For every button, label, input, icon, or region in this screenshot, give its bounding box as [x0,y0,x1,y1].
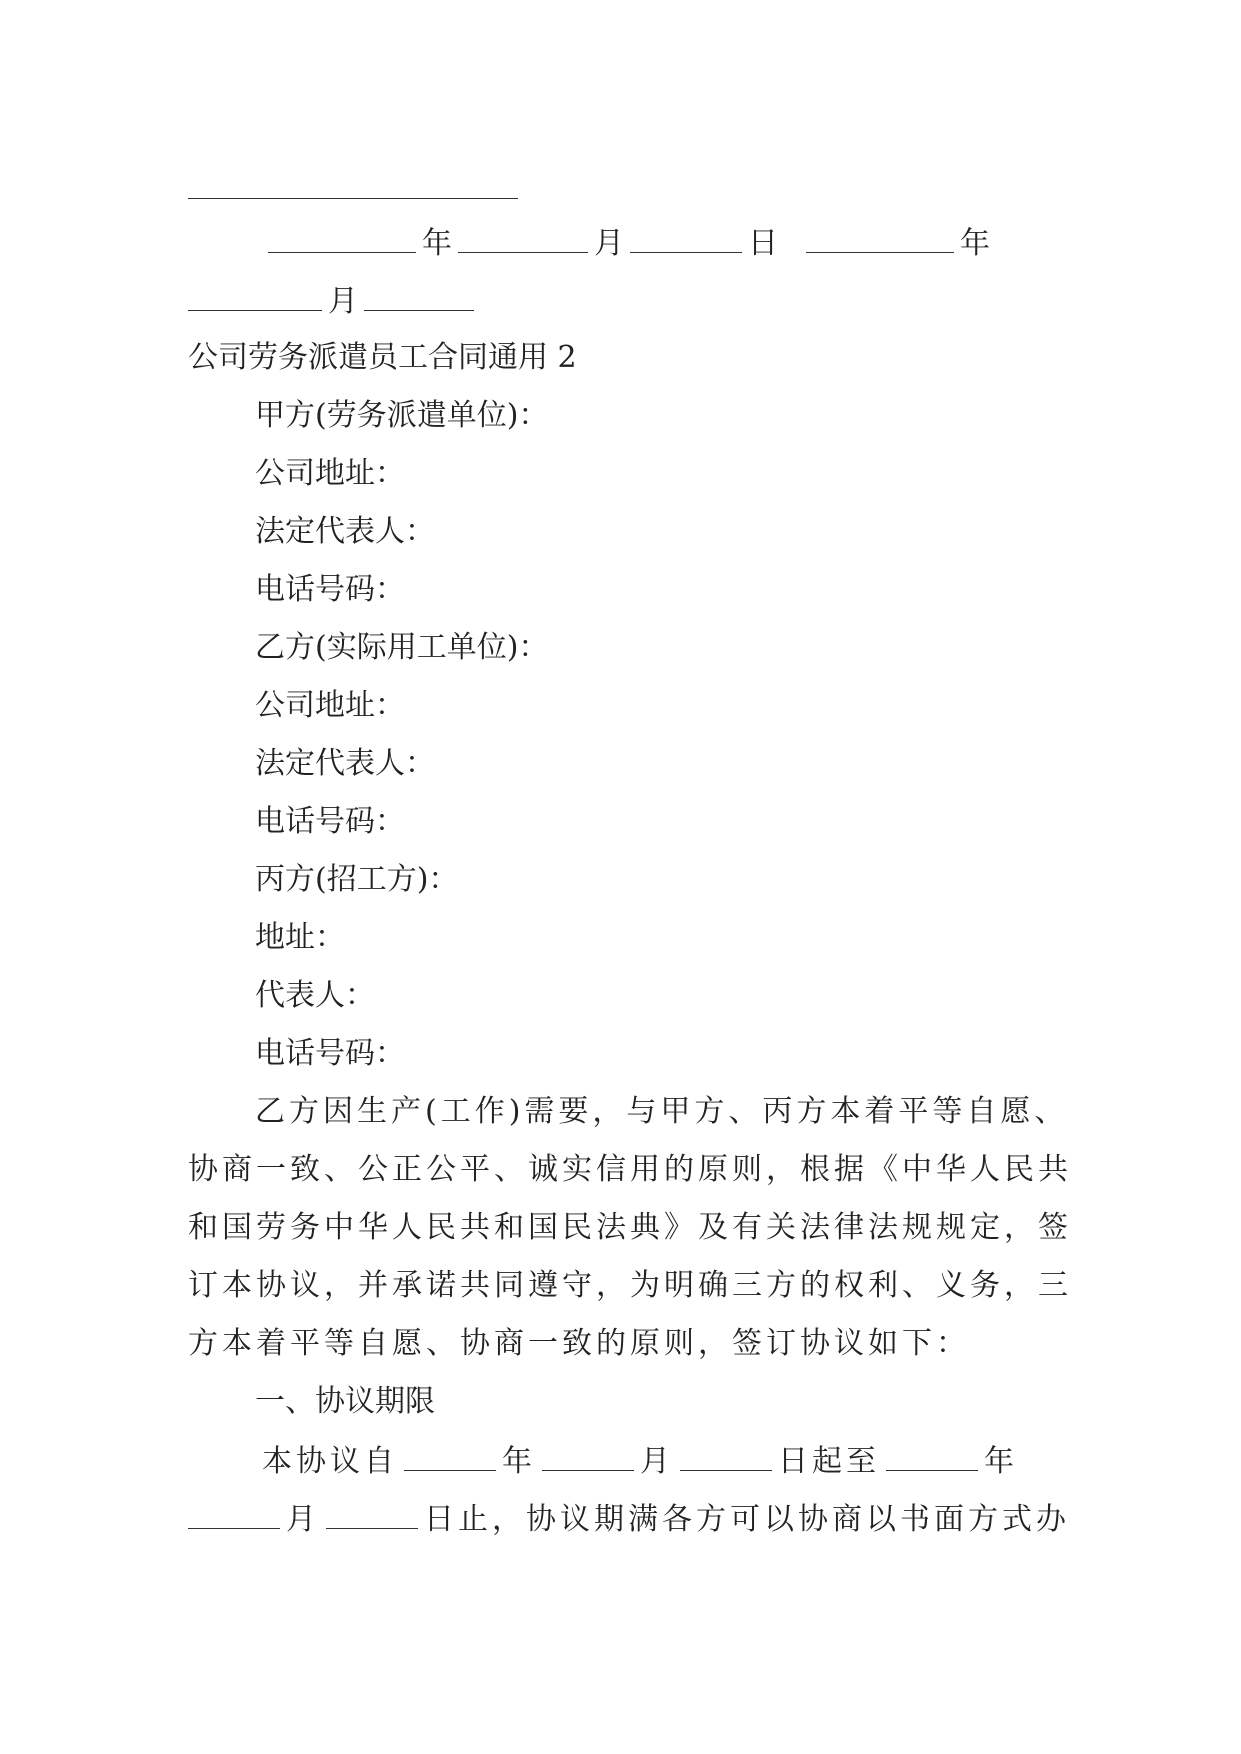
month-blank [458,222,588,253]
end-day-blank [326,1498,418,1529]
date-line-2 [188,280,1068,322]
party-c-title: 丙方(招工方)： [255,862,459,897]
party-b-legal-rep: 法定代表人： [255,746,435,781]
start-day-blank [680,1440,772,1471]
party-a-address: 公司地址： [255,456,405,491]
party-b-phone: 电话号码： [255,804,405,839]
party-a-phone: 电话号码： [255,572,405,607]
end-month-blank [188,1498,280,1529]
day-blank [630,222,742,253]
end-year-label: 年 [984,1444,1018,1479]
party-b-title: 乙方(实际用工单位)： [255,630,549,665]
day-label: 日 [748,226,778,261]
month2-tail-blank [364,280,474,311]
party-c-rep: 代表人： [255,978,375,1013]
body-line-4: 订本协议，并承诺共同遵守，为明确三方的权利、义务，三 [188,1268,1072,1303]
top-signature-line [188,198,518,199]
body-line-5: 方本着平等自愿、协商一致的原则，签订协议如下： [188,1326,970,1361]
year-blank [268,222,416,253]
month2-label: 月 [328,284,358,319]
party-c-address: 地址： [255,920,345,955]
party-a-legal-rep: 法定代表人： [255,514,435,549]
year-label: 年 [422,226,452,261]
end-year-blank [886,1440,978,1471]
start-month-blank [542,1440,634,1471]
body-line-1: 乙方因生产(工作)需要，与甲方、丙方本着平等自愿、 [255,1094,1069,1129]
party-c-phone: 电话号码： [255,1036,405,1071]
start-month-label: 月 [640,1444,674,1479]
date-line-1 [262,222,1062,264]
term-end-text: 日止，协议期满各方可以协商以书面方式办 [424,1502,1070,1537]
start-year-blank [404,1440,496,1471]
section-1-title: 一、协议期限 [255,1384,435,1419]
year2-label: 年 [960,226,990,261]
party-b-address: 公司地址： [255,688,405,723]
section-1-line-2 [188,1498,1068,1540]
month2-blank [188,280,322,311]
year2-blank [806,222,954,253]
section-1-line-1 [262,1440,1062,1482]
body-line-3: 和国劳务中华人民共和国民法典》及有关法律法规规定，签 [188,1210,1072,1245]
start-day-label: 日起至 [778,1444,880,1479]
month-label: 月 [594,226,624,261]
end-month-label: 月 [286,1502,320,1537]
document-heading: 公司劳务派遣员工合同通用 2 [188,340,577,375]
party-a-title: 甲方(劳务派遣单位)： [255,398,549,433]
term-start-label: 本协议自 [262,1444,398,1479]
body-line-2: 协商一致、公正公平、诚实信用的原则，根据《中华人民共 [188,1152,1072,1187]
start-year-label: 年 [502,1444,536,1479]
